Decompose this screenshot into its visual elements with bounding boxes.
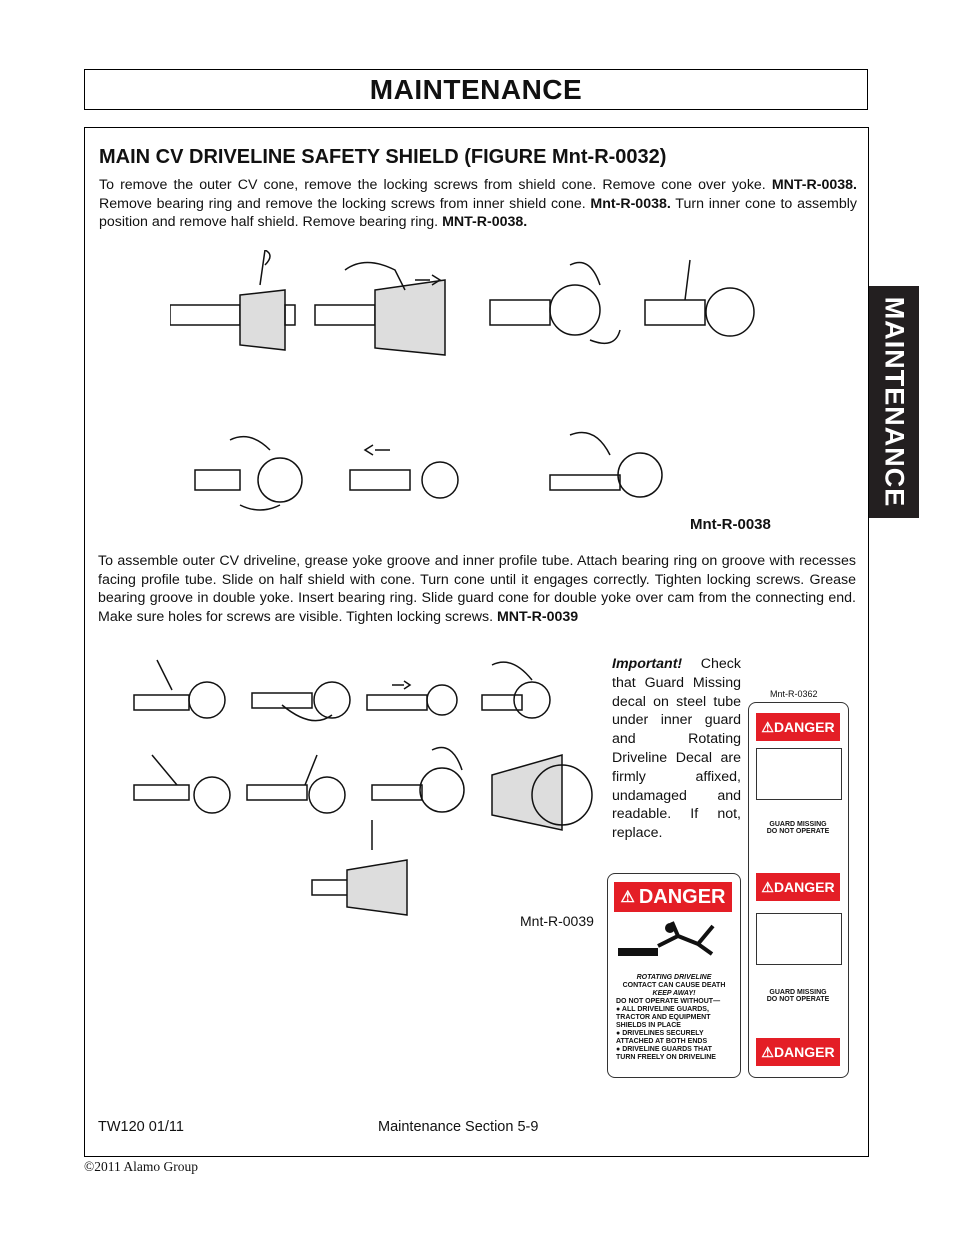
warning-icon: ⚠ <box>620 889 635 906</box>
page-title: MAINTENANCE <box>369 73 583 105</box>
danger-banner-3: ⚠ DANGER <box>756 1038 840 1066</box>
driveline-figure-3 <box>490 263 620 344</box>
assembly-paragraph <box>98 552 856 626</box>
assembly-figure-8 <box>492 755 592 830</box>
decal-bullet: ● DRIVELINE GUARDS THAT TURN FREELY ON DRIVELINE <box>616 1046 716 1061</box>
text-run: Mnt-R-0038. <box>590 195 671 212</box>
assembly-figure-4 <box>482 662 550 718</box>
text-run: To assemble outer CV driveline, grease yoke groove and inner profile tube. Attach bearing ring on groove with recesses facing profile tube. Slide on half shield with cone. Turn cone until it engages correctly. Tighten locking screws. Grease bearing groove in double yoke. Insert bearing ring. Slide guard cone for double yoke over cam from the connecting end. Make sure holes for screws are visible. Tighten locking screws. <box>98 553 856 625</box>
danger-banner-2: ⚠ DANGER <box>756 873 840 901</box>
assembly-figure-2 <box>252 682 350 721</box>
removal-paragraph <box>99 176 857 232</box>
assembly-figure-3 <box>367 681 457 715</box>
danger-banner-1: ⚠ DANGER <box>756 713 840 741</box>
decal-small-label: Mnt-R-0362 <box>770 689 818 699</box>
decal-text: ROTATING DRIVELINE CONTACT CAN CAUSE DEATH KEEP AWAY! DO NOT OPERATE WITHOUT— ● ALL DRIVELINE GUARDS, TRACTOR AND EQUIPMENT SHIELDS IN PLACE ● DRIVELINES SECURELY ATTACHED AT BOTH ENDS ● DRIVELINE GUARDS THAT TURN FREELY ON DRIVELINE <box>616 974 732 1062</box>
figure-label-0039: Mnt-R-0039 <box>520 913 594 929</box>
entanglement-icon <box>756 913 842 965</box>
driveline-figure-4 <box>645 260 754 336</box>
driveline-figure-5 <box>195 437 302 510</box>
assembly-figure-5 <box>134 755 230 813</box>
footer-section: Maintenance Section 5-9 <box>378 1119 539 1135</box>
entanglement-icon <box>618 918 730 968</box>
entanglement-icon <box>756 748 842 800</box>
decal-bullet: ● DRIVELINES SECURELY ATTACHED AT BOTH ENDS <box>616 1030 708 1045</box>
text-run: MNT-R-0038. <box>442 214 528 231</box>
driveline-figure-2 <box>315 263 445 356</box>
text-run: Remove bearing ring and remove the locking screws from inner shield cone. <box>99 195 591 212</box>
figure-label-0038: Mnt-R-0038 <box>690 516 771 533</box>
driveline-figure-1 <box>170 250 295 350</box>
driveline-figure-7 <box>550 433 662 498</box>
driveline-figure-6 <box>350 445 458 498</box>
footer-model: TW120 01/11 <box>98 1119 184 1135</box>
text-run: MNT-R-0038. <box>771 177 857 193</box>
assembly-figure-6 <box>247 755 345 813</box>
important-lead: Important! <box>612 656 683 672</box>
rotating-driveline-decal <box>607 873 741 1078</box>
guard-missing-text-1: GUARD MISSING DO NOT OPERATE <box>766 821 830 835</box>
copyright: ©2011 Alamo Group <box>84 1159 198 1174</box>
text-run: MNT-R-0039 <box>496 608 579 625</box>
text-run: Turn inner cone to assembly position and remove half shield. Remove bearing ring. <box>99 195 857 231</box>
danger-banner-large: ⚠ DANGER <box>614 882 732 912</box>
guard-missing-decal <box>748 702 849 1078</box>
side-tab-label: MAINTENANCE <box>879 296 910 508</box>
assembly-figure-1 <box>134 660 225 718</box>
page-header <box>84 69 868 110</box>
section-title: MAIN CV DRIVELINE SAFETY SHIELD (FIGURE Mnt-R-0032) <box>99 146 667 168</box>
text-run: To remove the outer CV cone, remove the locking screws from shield cone. Remove cone over yoke. <box>99 177 772 193</box>
guard-missing-text-2: GUARD MISSING DO NOT OPERATE <box>766 989 830 1003</box>
assembly-figure-9 <box>312 820 407 915</box>
important-text: Check that Guard Missing decal on steel tube under inner guard and Rotating Driveline Decal are firmly affixed, undamaged and readable. If not, replace. <box>612 656 741 842</box>
side-tab <box>869 286 919 518</box>
removal-illustrations <box>170 250 870 520</box>
important-note <box>612 655 741 843</box>
assembly-illustrations <box>132 655 602 925</box>
decal-bullet: ● ALL DRIVELINE GUARDS, TRACTOR AND EQUIPMENT SHIELDS IN PLACE <box>616 1006 711 1029</box>
assembly-figure-7 <box>372 748 464 813</box>
